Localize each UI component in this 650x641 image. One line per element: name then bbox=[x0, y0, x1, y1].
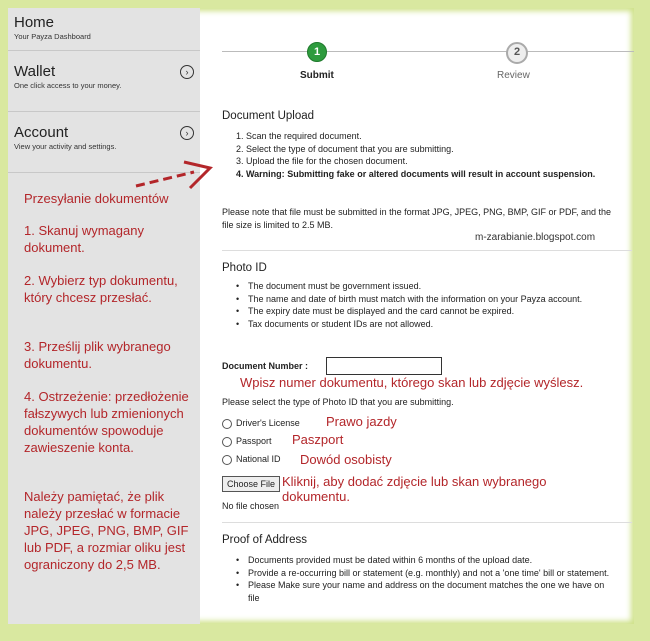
step-1-indicator: 1 bbox=[307, 42, 327, 62]
radio-national-id[interactable] bbox=[222, 454, 281, 465]
annotation-heading: Przesyłanie dokumentów bbox=[24, 191, 169, 206]
annotation-step-1: 1. Skanuj wymagany dokument. bbox=[24, 223, 144, 255]
sidebar-wallet-title: Wallet bbox=[14, 63, 56, 80]
watermark: m-zarabianie.blogspot.com bbox=[475, 232, 596, 243]
step-2-label: Review bbox=[497, 70, 530, 81]
sidebar-account-title: Account bbox=[14, 124, 69, 141]
document-upload-heading: Document Upload bbox=[222, 110, 315, 122]
radio-circle[interactable] bbox=[222, 437, 232, 447]
screenshot-frame bbox=[8, 8, 634, 624]
proof-of-address-heading: Proof of Address bbox=[222, 534, 308, 546]
drivers-license-translation: Prawo jazdy bbox=[326, 414, 397, 429]
sidebar-item-home[interactable] bbox=[8, 8, 200, 51]
chevron-right-icon[interactable]: › bbox=[180, 65, 194, 79]
warning-text: Submitting fake or altered documents will result in account suspension. bbox=[287, 168, 596, 179]
divider bbox=[222, 522, 632, 523]
radio-circle[interactable] bbox=[222, 455, 232, 465]
list-item: • Tax documents or student IDs are not allowed. bbox=[236, 318, 616, 331]
sidebar bbox=[8, 8, 200, 624]
list-item: 2. Select the type of document that you are submitting. bbox=[236, 143, 454, 154]
list-item: 3. Upload the file for the chosen document. bbox=[236, 156, 408, 166]
passport-translation: Paszport bbox=[292, 432, 344, 447]
national-id-translation: Dowód osobisty bbox=[300, 452, 392, 467]
step-1-label: Submit bbox=[300, 70, 334, 81]
document-number-input[interactable] bbox=[326, 357, 442, 375]
sidebar-home-title: Home bbox=[14, 14, 55, 31]
list-item bbox=[236, 168, 595, 181]
document-number-hint: Wpisz numer dokumentu, którego skan lub zdjęcie wyślesz. bbox=[240, 375, 584, 390]
divider bbox=[222, 250, 632, 251]
select-type-text: Please select the type of Photo ID that you are submitting. bbox=[222, 397, 454, 407]
radio-circle[interactable] bbox=[222, 419, 232, 429]
document-format-note: Please note that file must be submitted in the format JPG, JPEG, PNG, BMP, GIF or PDF, and the file size is limited to 2.5 MB. bbox=[222, 207, 612, 230]
proof-of-address-requirements bbox=[236, 554, 616, 604]
radio-label: National ID bbox=[236, 454, 281, 464]
list-item: • Documents provided must be dated within 6 months of the upload date. bbox=[236, 554, 616, 567]
no-file-text: No file chosen bbox=[222, 501, 280, 511]
list-item: 1. Scan the required document. bbox=[236, 131, 362, 141]
photo-id-heading: Photo ID bbox=[222, 262, 267, 274]
photo-id-requirements bbox=[236, 280, 616, 330]
sidebar-item-wallet[interactable] bbox=[8, 51, 200, 112]
list-item: • The name and date of birth must match with the information on your Payza account. bbox=[236, 293, 616, 306]
annotation-step-3: 3. Prześlij plik wybranego dokumentu. bbox=[24, 339, 171, 371]
main-content bbox=[210, 8, 634, 624]
document-upload-steps bbox=[236, 130, 595, 180]
annotation-format-note: Należy pamiętać, że plik należy przesłać w formacie JPG, JPEG, PNG, BMP, GIF lub PDF, a rozmiar oliku jest ograniczony do 2,5 MB. bbox=[24, 489, 189, 572]
list-item: • Provide a re-occurring bill or statement (e.g. monthly) and not a 'one time' bill or statement. bbox=[236, 567, 616, 580]
radio-label: Driver's License bbox=[236, 418, 300, 428]
annotation-step-4: 4. Ostrzeżenie: przedłożenie fałszywych lub zmienionych dokumentów spowoduje zawieszenie konta. bbox=[24, 389, 189, 455]
list-item: • The document must be government issued. bbox=[236, 280, 616, 293]
document-number-label: Document Number : bbox=[222, 361, 309, 371]
step-2-indicator: 2 bbox=[506, 42, 528, 64]
stepper-line bbox=[222, 51, 634, 52]
list-item: • The expiry date must be displayed and the card cannot be expired. bbox=[236, 305, 616, 318]
sidebar-account-subtitle: View your activity and settings. bbox=[14, 142, 117, 151]
chevron-right-icon[interactable]: › bbox=[180, 126, 194, 140]
radio-drivers-license[interactable] bbox=[222, 418, 300, 429]
warning-label: 4. Warning: bbox=[236, 168, 285, 179]
radio-passport[interactable] bbox=[222, 436, 272, 447]
sidebar-home-subtitle: Your Payza Dashboard bbox=[14, 32, 91, 41]
annotation-step-2: 2. Wybierz typ dokumentu, który chcesz przesłać. bbox=[24, 273, 178, 305]
choose-file-hint: Kliknij, aby dodać zdjęcie lub skan wybranego dokumentu. bbox=[282, 474, 547, 504]
choose-file-button[interactable]: Choose File bbox=[222, 476, 280, 492]
list-item: • Please Make sure your name and address on the document matches the one we have on file bbox=[236, 579, 616, 604]
radio-label: Passport bbox=[236, 436, 272, 446]
arrow-icon bbox=[134, 158, 214, 192]
sidebar-wallet-subtitle: One click access to your money. bbox=[14, 81, 122, 90]
